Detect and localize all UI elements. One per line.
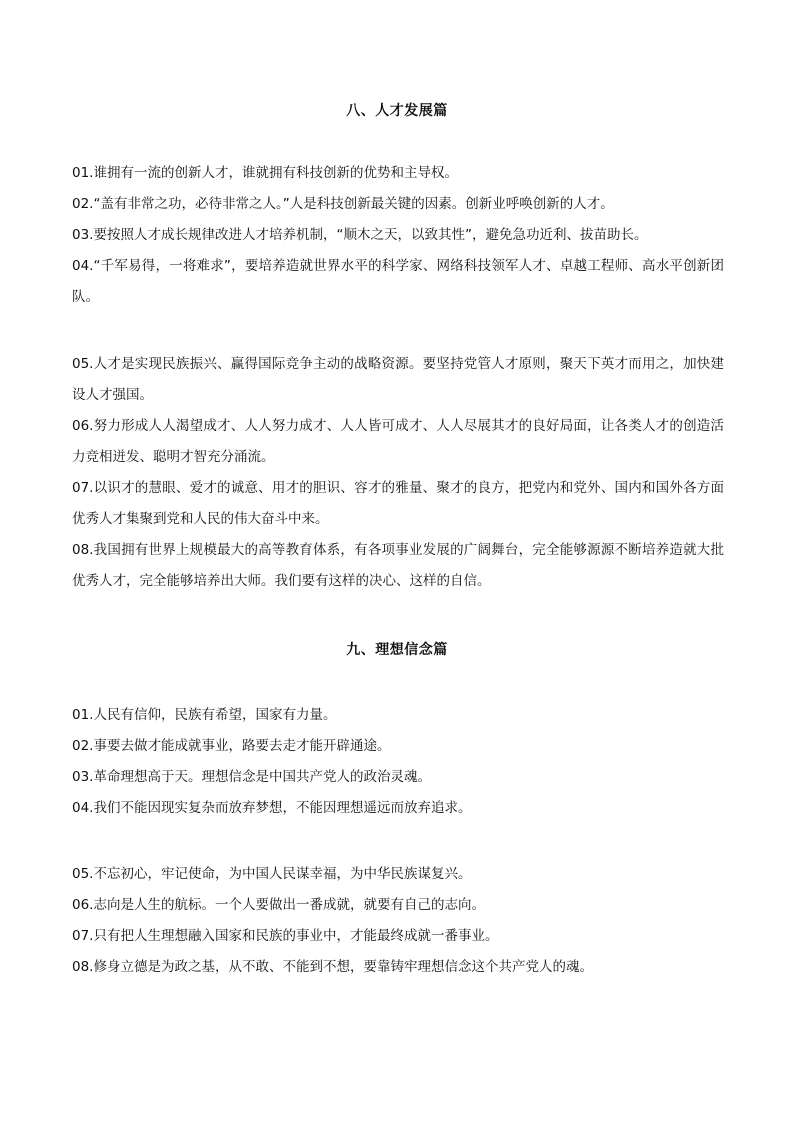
talent-item-07: 07.以识才的慧眼、爱才的诚意、用才的胆识、容才的雅量、聚才的良方，把党内和党外、国内和国外各方面优秀人才集聚到党和人民的伟大奋斗中来。 [72,480,724,527]
talent-item-05: 05.人才是实现民族振兴、赢得国际竞争主动的战略资源。要坚持党管人才原则，聚天下英才而用之，加快建设人才强国。 [72,356,724,403]
talent-list-part2 [72,349,724,597]
section-heading-ideals: 九、理想信念篇 [346,642,448,658]
ideals-list-part1 [72,700,724,824]
talent-list-part1 [72,158,724,313]
talent-item-02: 02.“盖有非常之功，必待非常之人。”人是科技创新最关键的因素。创新业呼唤创新的人才。 [72,196,614,212]
ideals-item-05: 05.不忘初心，牢记使命，为中国人民谋幸福，为中华民族谋复兴。 [72,866,472,882]
ideals-item-04: 04.我们不能因现实复杂而放弃梦想，不能因理想遥远而放弃追求。 [72,800,472,816]
talent-item-04: 04.“千军易得，一将难求”，要培养造就世界水平的科学家、网络科技领军人才、卓越工程师、高水平创新团队。 [72,258,724,305]
talent-item-06: 06.努力形成人人渴望成才、人人努力成才、人人皆可成才、人人尽展其才的良好局面，让各类人才的创造活力竞相迸发、聪明才智充分涌流。 [72,418,724,465]
ideals-item-07: 07.只有把人生理想融入国家和民族的事业中，才能最终成就一番事业。 [72,928,499,944]
ideals-item-08: 08.修身立德是为政之基，从不敢、不能到不想，要靠铸牢理想信念这个共产党人的魂。 [72,959,593,975]
talent-item-01: 01.谁拥有一流的创新人才，谁就拥有科技创新的优势和主导权。 [72,165,458,181]
ideals-item-01: 01.人民有信仰，民族有希望，国家有力量。 [72,707,337,723]
ideals-list-part2 [72,859,724,983]
ideals-item-06: 06.志向是人生的航标。一个人要做出一番成就，就要有自己的志向。 [72,897,485,913]
ideals-item-03: 03.革命理想高于天。理想信念是中国共产党人的政治灵魂。 [72,769,431,785]
section-heading-talent: 八、人才发展篇 [346,103,448,119]
talent-item-03: 03.要按照人才成长规律改进人才培养机制，“顺木之天，以致其性”，避免急功近利、拔苗助长。 [72,227,648,243]
talent-item-08: 08.我国拥有世界上规模最大的高等教育体系，有各项事业发展的广阔舞台，完全能够源源不断培养造就大批优秀人才，完全能够培养出大师。我们要有这样的决心、这样的自信。 [72,542,724,589]
ideals-item-02: 02.事要去做才能成就事业，路要去走才能开辟通途。 [72,738,391,754]
